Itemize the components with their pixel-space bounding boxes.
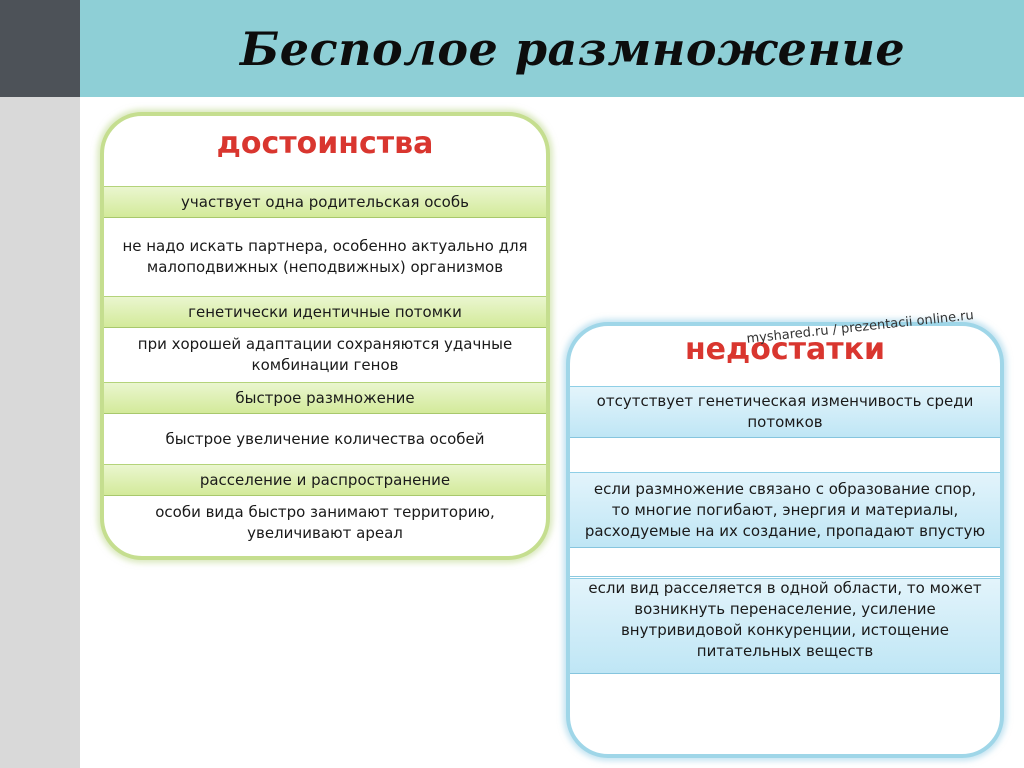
advantage-item: особи вида быстро занимают территорию, увеличивают ареал — [155, 503, 495, 542]
advantage-item: расселение и распространение — [104, 464, 546, 496]
advantage-item: генетически идентичные потомки — [104, 296, 546, 328]
advantage-item: не надо искать партнера, особенно актуально для малоподвижных (неподвижных) организмов — [122, 237, 528, 276]
advantage-item: быстрое увеличение количества особей — [165, 429, 485, 448]
disadvantages-panel — [566, 322, 1004, 758]
disadvantage-item: если размножение связано с образование спор, то многие погибают, энергия и материалы, расходуемые на их создание, пропадают впустую — [570, 472, 1000, 548]
advantages-heading: достоинства — [216, 126, 434, 161]
slide-title: Бесполое размножение — [240, 22, 906, 76]
sidebar-dark-block — [0, 0, 80, 97]
disadvantage-item: если вид расселяется в одной области, то может возникнуть перенаселение, усиление внутривидовой конкуренции, истощение питательных веществ — [570, 578, 1000, 674]
watermark-text: myshared.ru / prezentacii online.ru — [745, 308, 975, 347]
disadvantages-heading: недостатки — [684, 332, 886, 367]
sidebar-grey-strip — [0, 97, 80, 768]
advantage-item: при хорошей адаптации сохраняются удачные комбинации генов — [137, 335, 513, 374]
advantage-item: быстрое размножение — [104, 382, 546, 414]
advantages-panel — [100, 112, 550, 560]
row-divider — [570, 576, 1000, 577]
advantage-item: участвует одна родительская особь — [104, 186, 546, 218]
disadvantage-item: отсутствует генетическая изменчивость среди потомков — [570, 386, 1000, 438]
